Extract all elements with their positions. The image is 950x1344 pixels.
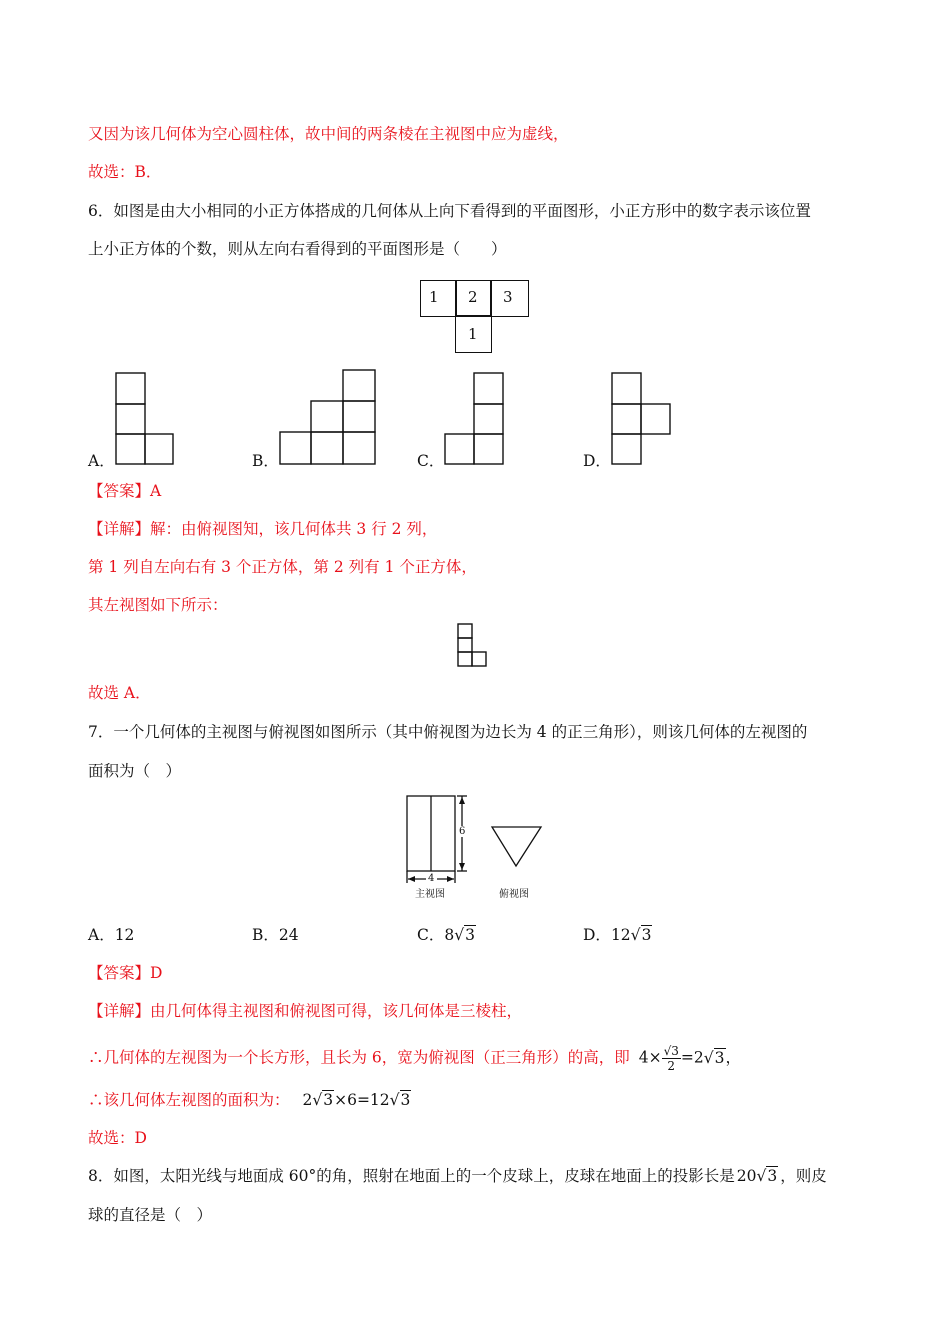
q7-text-line1: 7．一个几何体的主视图与俯视图如图所示（其中俯视图为边长为 4 的正三角形），则该几何体的左视图的 [88, 723, 808, 741]
q6-detail-line3: 其左视图如下所示： [88, 596, 228, 614]
q7-option-c[interactable]: C．8√3 [417, 926, 476, 944]
grid-cell: 3 [490, 280, 529, 317]
option-b-square [280, 432, 311, 464]
top-view-caption: 俯视图 [499, 889, 529, 900]
q6-text-line1: 6．如图是由大小相同的小正方体搭成的几何体从上向下看得到的平面图形，小正方形中的数字表示该位置 [88, 202, 811, 220]
q7-detail-line1: 【详解】由几何体得主视图和俯视图可得，该几何体是三棱柱， [88, 1002, 523, 1020]
grid-cell: 2 [455, 280, 492, 317]
answer-figure-square [458, 624, 472, 638]
front-view-caption: 主视图 [415, 889, 445, 900]
solution-text: 又因为该几何体为空心圆柱体，故中间的两条棱在主视图中应为虚线， [88, 125, 569, 143]
option-d-square [612, 373, 641, 404]
front-view-rect [407, 796, 455, 871]
option-a-square [116, 404, 145, 434]
q6-detail-line2: 第 1 列自左向右有 3 个正方体，第 2 列有 1 个正方体， [88, 558, 477, 576]
q6-option-c[interactable]: C． [417, 452, 445, 470]
grid-cell: 1 [420, 280, 457, 317]
option-d-square [612, 434, 641, 464]
q7-option-a[interactable]: A．12 [88, 926, 135, 944]
q6-option-d[interactable]: D． [583, 452, 611, 470]
option-b-square [343, 432, 375, 464]
option-c-square [474, 404, 503, 434]
answer-figure-square [472, 652, 486, 666]
option-c-square [474, 434, 503, 464]
calc-expression-1: 4× $\frac{√3}{2}$ =2√3， [638, 1044, 742, 1073]
answer-figure-square [458, 652, 472, 666]
q6-option-b[interactable]: B． [252, 452, 279, 470]
option-a-square [116, 434, 145, 464]
option-b-square [311, 432, 343, 464]
q8-text-line1: 8．如图，太阳光线与地面成 60°的角，照射在地面上的一个皮球上，皮球在地面上的投影长是 20√3 ，则皮 [88, 1167, 827, 1185]
option-a-square [116, 373, 145, 404]
option-c-square [445, 434, 474, 464]
option-d-square [641, 404, 670, 434]
height-dimension-label: 6 [459, 826, 466, 837]
q7-detail-line2: ∴几何体的左视图为一个长方形，且长为 6，宽为俯视图（正三角形）的高，即 4× $\frac{√3}{2}$ =2√3， [88, 1044, 742, 1073]
q7-text-line2: 面积为（ ） [88, 762, 182, 780]
calc-expression-2: 2√3×6=12√3 [302, 1091, 411, 1109]
q7-option-b[interactable]: B．24 [252, 926, 299, 944]
option-a-square [145, 434, 173, 464]
top-view-triangle [492, 827, 541, 866]
q6-answer: 【答案】A [88, 482, 162, 500]
option-b-square [311, 401, 343, 432]
q8-text-line2: 球的直径是（ ） [88, 1206, 213, 1224]
q6-detail-line1: 【详解】解：由俯视图知，该几何体共 3 行 2 列， [88, 520, 438, 538]
grid-cell: 1 [455, 315, 492, 353]
option-b-square [343, 370, 375, 401]
width-dimension-label: 4 [428, 873, 435, 884]
q7-detail-line3: ∴该几何体左视图的面积为： 2√3×6=12√3 [88, 1091, 411, 1109]
solution-choice: 故选：B． [88, 163, 162, 181]
q6-option-a[interactable]: A． [88, 452, 115, 470]
option-b-square [343, 401, 375, 432]
option-d-square [612, 404, 641, 434]
q6-choose: 故选 A． [88, 684, 151, 702]
q7-choose: 故选：D [88, 1129, 147, 1147]
answer-figure-square [458, 638, 472, 652]
q6-text-line2: 上小正方体的个数，则从左向右看得到的平面图形是（ ） [88, 240, 507, 258]
q7-answer: 【答案】D [88, 964, 163, 982]
option-c-square [474, 373, 503, 404]
q7-option-d[interactable]: D．12√3 [583, 926, 652, 944]
